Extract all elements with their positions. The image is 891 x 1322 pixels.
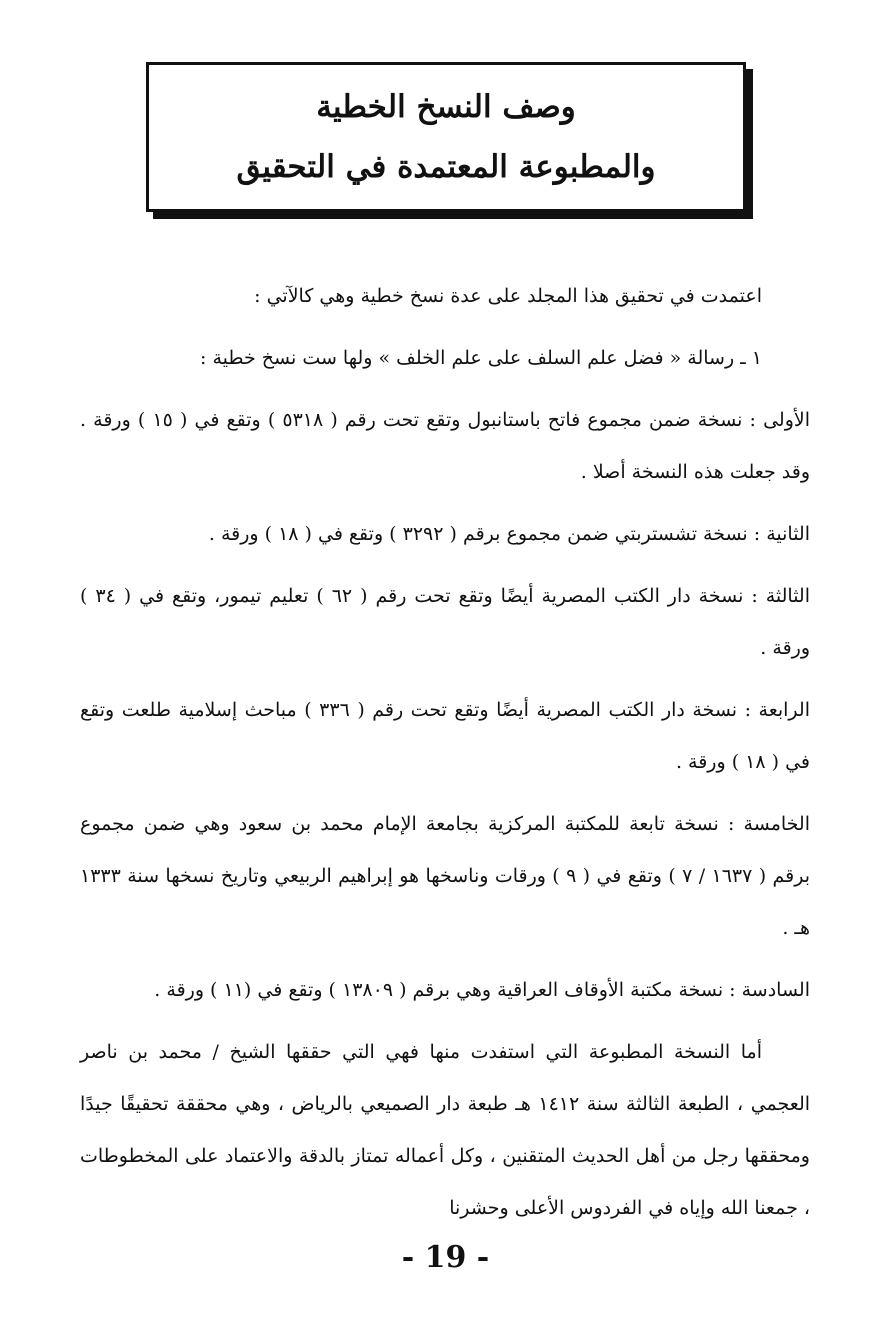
manuscript-fourth-paragraph: الرابعة : نسخة دار الكتب المصرية أيضًا وتقع تحت رقم ( ٣٣٦ ) مباحث إسلامية طلعت وتقع في ( ١٨ ) ورقة .	[80, 699, 810, 773]
intro-paragraph: اعتمدت في تحقيق هذا المجلد على عدة نسخ خطية وهي كالآتي :	[254, 285, 762, 307]
manuscript-second-paragraph: الثانية : نسخة تشستربتي ضمن مجموع برقم ( ٣٢٩٢ ) وتقع في ( ١٨ ) ورقة .	[208, 523, 810, 545]
manuscript-first-paragraph: الأولى : نسخة ضمن مجموع فاتح باستانبول وتقع تحت رقم ( ٥٣١٨ ) وتقع في ( ١٥ ) ورقة . وقد جعلت هذه النسخة أصلا .	[80, 409, 810, 483]
printed-edition-paragraph: أما النسخة المطبوعة التي استفدت منها فهي التي حققها الشيخ / محمد بن ناصر العجمي ، الطبعة الثالثة سنة ١٤١٢ هـ طبعة دار الصميعي بالرياض ، وهي محققة تحقيقًا جيدًا ومحققها رجل من أهل الحديث المتقنين ، وكل أعماله تمتاز بالدقة والاعتماد على المخطوطات ، جمعنا الله وإياه في الفردوس الأعلى وحشرنا	[80, 1041, 811, 1219]
title-box	[146, 62, 746, 212]
page-title-line-2: والمطبوعة المعتمدة في التحقيق	[236, 149, 656, 185]
manuscript-sixth-paragraph: السادسة : نسخة مكتبة الأوقاف العراقية وهي برقم ( ١٣٨٠٩ ) وتقع في (١١ ) ورقة .	[154, 979, 810, 1001]
manuscript-third-paragraph: الثالثة : نسخة دار الكتب المصرية أيضًا وتقع تحت رقم ( ٦٢ ) تعليم تيمور، وتقع في ( ٣٤ ) ورقة .	[80, 585, 810, 659]
page-title-line-1: وصف النسخ الخطية	[316, 89, 576, 125]
page-number: - 19 -	[401, 1240, 490, 1275]
body-text	[80, 270, 810, 1244]
manuscript-fifth-paragraph: الخامسة : نسخة تابعة للمكتبة المركزية بجامعة الإمام محمد بن سعود وهي ضمن مجموع برقم ( ١٦٣٧ / ٧ ) وتقع في ( ٩ ) ورقات وناسخها هو إبراهيم الربيعي وتاريخ نسخها سنة ١٣٣٣ هـ .	[80, 813, 810, 939]
section-heading-paragraph: ١ ـ رسالة « فضل علم السلف على علم الخلف » ولها ست نسخ خطية :	[200, 347, 762, 369]
